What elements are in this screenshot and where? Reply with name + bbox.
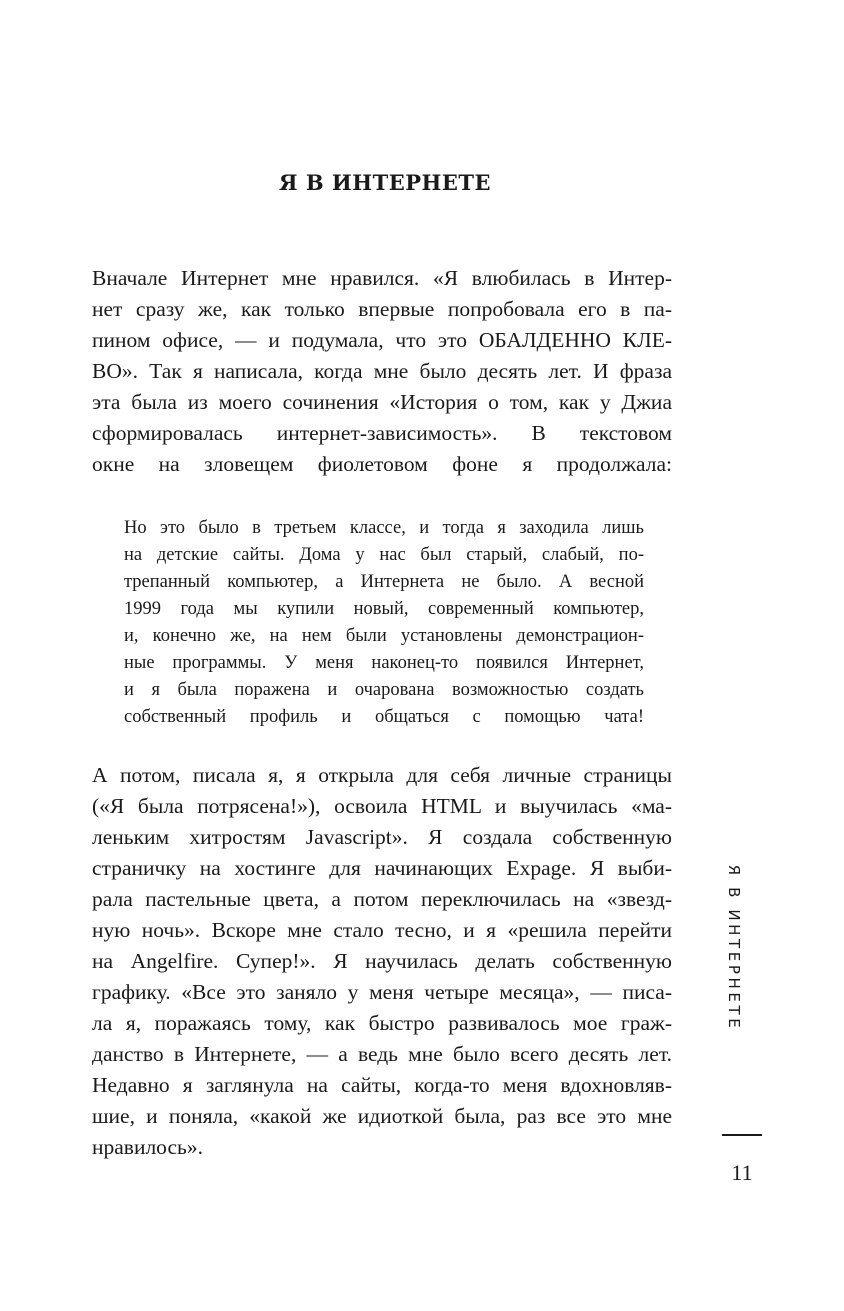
quote-line: и, конечно же, на нем были установлены демонстрацион-: [124, 626, 644, 646]
page-number: 11: [731, 1160, 753, 1185]
paragraph-line: нравилось».: [92, 1135, 203, 1159]
quote-line: собственный профиль и общаться с помощью чата!: [124, 707, 644, 727]
paragraph-line: шие, и поняла, «какой же идиоткой была, раз все это мне: [92, 1104, 672, 1128]
paragraph-line: ВО». Так я написала, когда мне было десять лет. И фраза: [92, 359, 672, 383]
paragraph-line: сформировалась интернет-зависимость». В текстовом: [92, 421, 672, 445]
paragraph-line: данство в Интернете, — а ведь мне было всего десять лет.: [92, 1042, 672, 1066]
folio-rule: [722, 1134, 762, 1136]
paragraph-line: графику. «Все это заняло у меня четыре месяца», — писа-: [92, 980, 672, 1004]
chapter-title: Я В ИНТЕРНЕТЕ: [279, 170, 491, 195]
paragraph-line: Недавно я заглянула на сайты, когда-то меня вдохновляв-: [92, 1073, 672, 1097]
paragraph-line: ную ночь». Вскоре мне стало тесно, и я «решила перейти: [92, 918, 672, 942]
paragraph-line: Вначале Интернет мне нравился. «Я влюбилась в Интер-: [92, 266, 672, 290]
running-head: Я В ИНТЕРНЕТЕ: [725, 864, 743, 1032]
paragraph-line: («Я была потрясена!»), освоила HTML и выучилась «ма-: [92, 794, 672, 818]
quote-line: трепанный компьютер, а Интернета не было. А весной: [124, 572, 644, 592]
paragraph-line: страничку на хостинге для начинающих Expage. Я выби-: [92, 856, 672, 880]
paragraph-line: окне на зловещем фиолетовом фоне я продолжала:: [92, 452, 672, 476]
paragraph-line: нет сразу же, как только впервые попробовала его в па-: [92, 297, 672, 321]
paragraph-line: ла я, поражаясь тому, как быстро развивалось мое граж-: [92, 1011, 672, 1035]
paragraph-line: рала пастельные цвета, а потом переключилась на «звезд-: [92, 887, 672, 911]
quote-line: Но это было в третьем классе, и тогда я заходила лишь: [124, 518, 644, 538]
paragraph-line: на Angelfire. Супер!». Я научилась делать собственную: [92, 949, 672, 973]
quote-line: ные программы. У меня наконец-то появился Интернет,: [124, 653, 644, 673]
quote-line: 1999 года мы купили новый, современный компьютер,: [124, 599, 644, 619]
paragraph-line: пином офисе, — и подумала, что это ОБАЛДЕННО КЛЕ-: [92, 328, 672, 352]
paragraph-line: леньким хитростям Javascript». Я создала собственную: [92, 825, 672, 849]
paragraph-line: А потом, писала я, я открыла для себя личные страницы: [92, 763, 672, 787]
quote-line: и я была поражена и очарована возможностью создать: [124, 680, 644, 700]
quote-line: на детские сайты. Дома у нас был старый, слабый, по-: [124, 545, 644, 565]
paragraph-line: эта была из моего сочинения «История о том, как у Джиа: [92, 390, 672, 414]
